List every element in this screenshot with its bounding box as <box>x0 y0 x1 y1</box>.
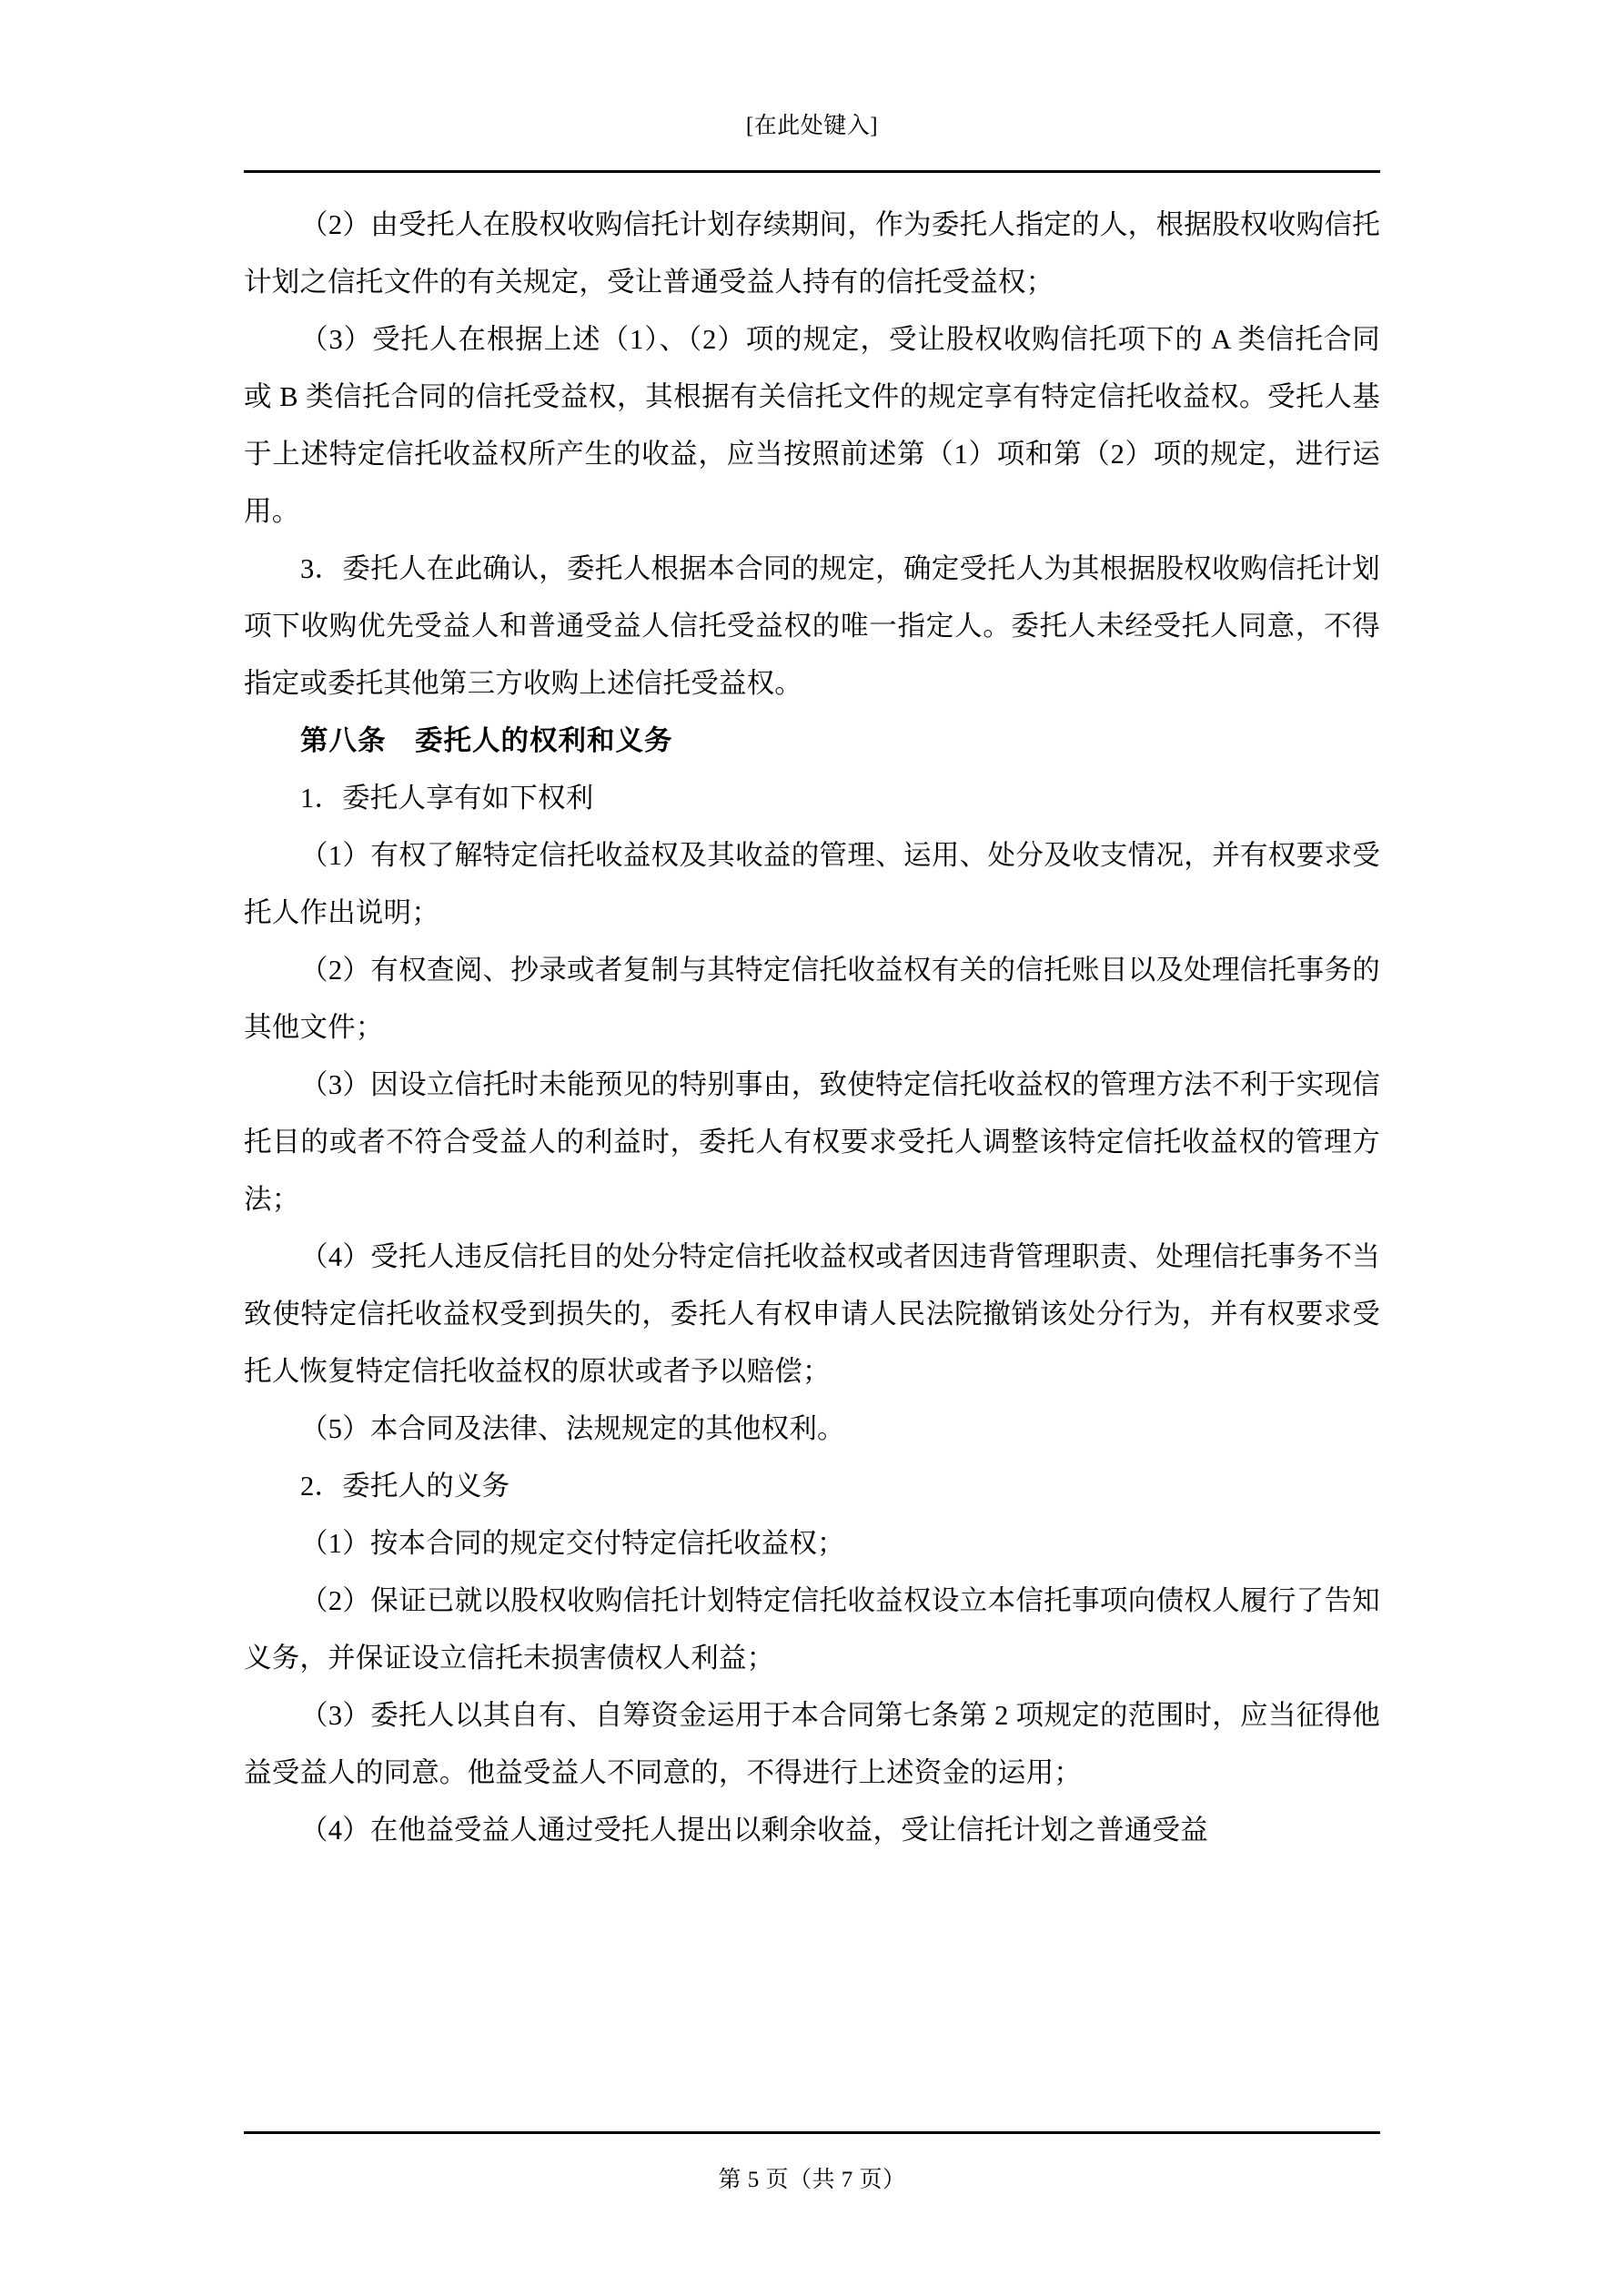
paragraph: （5）本合同及法律、法规规定的其他权利。 <box>300 1413 845 1444</box>
paragraph: （2）由受托人在股权收购信托计划存续期间，作为委托人指定的人，根据股权收购信托计划之信托文件的有关规定，受让普通受益人持有的信托受益权； <box>244 209 1380 298</box>
document-body <box>244 197 1380 1859</box>
paragraph: （3）委托人以其自有、自筹资金运用于本合同第七条第 2 项规定的范围时，应当征得他益受益人的同意。他益受益人不同意的，不得进行上述资金的运用； <box>244 1700 1380 1788</box>
page-header <box>244 107 1380 140</box>
paragraph: （4）受托人违反信托目的处分特定信托收益权或者因违背管理职责、处理信托事务不当致使特定信托收益权受到损失的，委托人有权申请人民法院撤销该处分行为，并有权要求受托人恢复特定信托收益权的原状或者予以赔偿； <box>244 1241 1380 1387</box>
paragraph: 1．委托人享有如下权利 <box>300 783 594 814</box>
paragraph: 2．委托人的义务 <box>300 1471 510 1502</box>
paragraph: （2）保证已就以股权收购信托计划特定信托收益权设立本信托事项向债权人履行了告知义务，并保证设立信托未损害债权人利益； <box>244 1585 1380 1674</box>
page-footer <box>244 2161 1380 2194</box>
footer-divider <box>244 2131 1380 2134</box>
paragraph: （3）因设立信托时未能预见的特别事由，致使特定信托收益权的管理方法不利于实现信托目的或者不符合受益人的利益时，委托人有权要求受托人调整该特定信托收益权的管理方法； <box>244 1069 1380 1215</box>
paragraph: （1）按本合同的规定交付特定信托收益权； <box>300 1528 845 1559</box>
header-placeholder-text: [在此处键入] <box>745 114 879 138</box>
paragraph: （1）有权了解特定信托收益权及其收益的管理、运用、处分及收支情况，并有权要求受托人作出说明； <box>244 840 1380 928</box>
paragraph: （4）在他益受益人通过受托人提出以剩余收益，受让信托计划之普通受益 <box>300 1815 1208 1846</box>
paragraph: 3．委托人在此确认，委托人根据本合同的规定，确定受托人为其根据股权收购信托计划项下收购优先受益人和普通受益人信托受益权的唯一指定人。委托人未经受托人同意，不得指定或委托其他第三方收购上述信托受益权。 <box>244 553 1380 699</box>
section-heading: 第八条 委托人的权利和义务 <box>300 725 673 756</box>
paragraph: （3）受托人在根据上述（1）、（2）项的规定，受让股权收购信托项下的 A 类信托合同或 B 类信托合同的信托受益权，其根据有关信托文件的规定享有特定信托收益权。受托人基于上述特定信托收益权所产生的收益，应当按照前述第（1）项和第（2）项的规定，进行运用。 <box>244 324 1380 527</box>
header-divider <box>244 170 1380 173</box>
page-number-label: 第 5 页（共 7 页） <box>718 2168 906 2192</box>
paragraph: （2）有权查阅、抄录或者复制与其特定信托收益权有关的信托账目以及处理信托事务的其他文件； <box>244 955 1380 1043</box>
page-content-frame <box>244 0 1380 2296</box>
